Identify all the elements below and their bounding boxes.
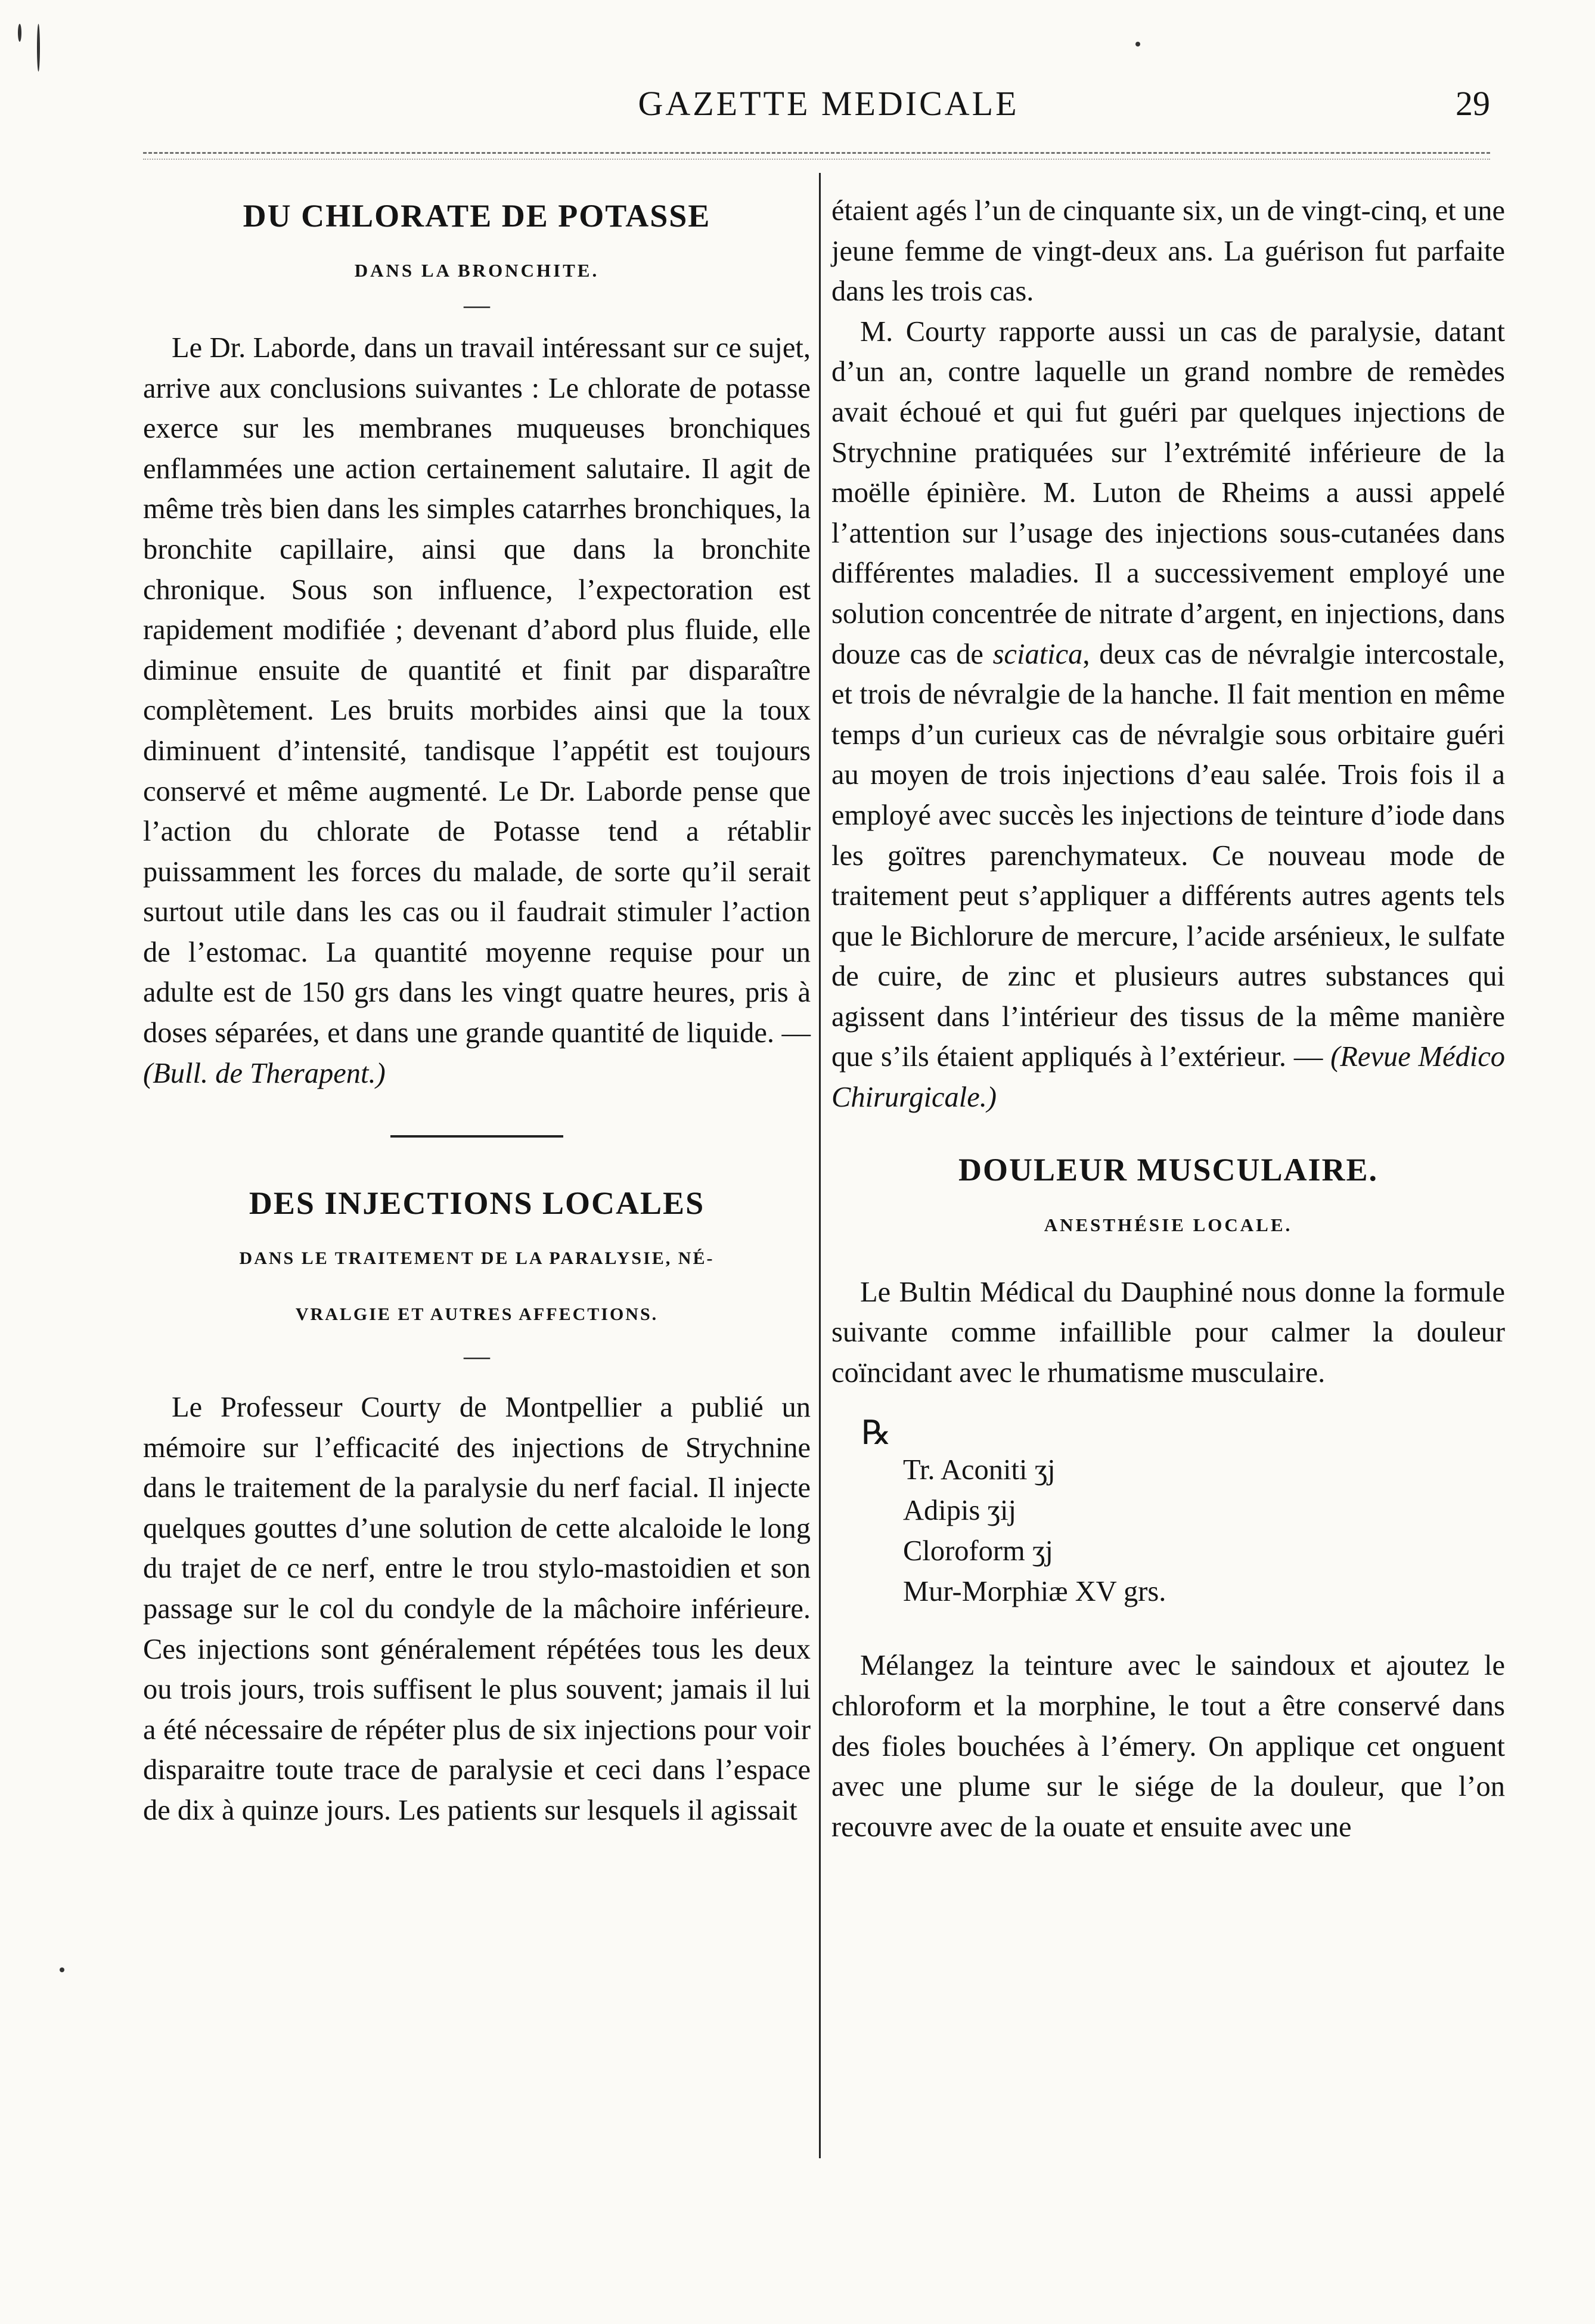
article-subtitle: ANESTHÉSIE LOCALE. [1044, 1214, 1293, 1236]
article-title: DES INJECTIONS LOCALES [249, 1185, 705, 1222]
scan-mark [18, 24, 21, 42]
scan-mark [37, 24, 40, 72]
prescription-line: Cloroform ʒj [903, 1535, 1053, 1567]
article-title: DU CHLORATE DE POTASSE [243, 198, 711, 234]
article-subtitle-line2: VRALGIE ET AUTRES AFFECTIONS. [295, 1304, 659, 1325]
italic-term: sciatica [992, 638, 1083, 670]
article-body: Mélangez la teinture avec le saindoux et ajoutez le chloroform et la morphine, le tout a être conservé dans des fioles bouchées à l’émery. On applique cet onguent avec une plume sur le siége de la douleur, que l’on recouvre avec de la ouate et ensuite avec une [831, 1650, 1505, 1843]
scan-mark [1135, 42, 1140, 47]
header-rule [143, 152, 1490, 154]
article-body-continued: étaient agés l’un de cinquante six, un de vingt-cinq, et une jeune femme de vingt-deux ans. La guérison fut parfaite dans les trois cas. [831, 195, 1505, 308]
article-body: Le Professeur Courty de Montpellier a publié un mémoire sur l’efficacité des injections de Strychnine dans le traitement de la paralysie du nerf facial. Il injecte quelques gouttes d’une solution de cette alcaloide le long du trajet de ce nerf, entre le trou stylo-mastoidien et son passage sur le col du condyle de la mâchoire inférieure. Ces injections sont généralement répétées tous les deux ou trois jours, trois suffisent le plus souvent; jamais il lui a été nécessaire de répéter plus de six injections pour voir disparaitre toute trace de paralysie et ceci dans l’espace de dix à quinze jours. Les patients sur lesquels il agissait [143, 1392, 811, 1826]
separator-dash: — [464, 290, 490, 320]
article-subtitle: DANS LA BRONCHITE. [354, 259, 600, 281]
prescription [831, 1417, 1505, 1612]
right-column [831, 179, 1505, 1847]
article-body [831, 312, 1505, 1118]
header-rule-secondary [143, 159, 1490, 160]
article-body-text: M. Courty rapporte aussi un cas de paralysie, datant d’un an, contre laquelle un grand nombre de remèdes avait échoué et qui fut guéri par quelques injections de Strychnine pratiquées sur l’extrémité inférieure de la moëlle épinière. M. Luton de Rheims a aussi appelé l’attention sur l’usage des injections sous-cutanées dans différentes maladies. Il a successivement employé une solution concentrée de nitrate d’argent, en injections, dans douze cas de [831, 315, 1505, 670]
article-rule [390, 1135, 563, 1138]
prescription-line: Adipis ʒij [903, 1495, 1016, 1527]
article-body: Le Bultin Médical du Dauphiné nous donne la formule suivante comme infaillible pour calmer la douleur coïncidant avec le rhumatisme musculaire. [831, 1276, 1505, 1389]
left-column [143, 179, 811, 1831]
article-subtitle-line1: DANS LE TRAITEMENT DE LA PARALYSIE, NÉ- [239, 1248, 715, 1269]
running-title: GAZETTE MEDICALE [638, 84, 1019, 123]
prescription-line: Tr. Aconiti ʒj [903, 1454, 1056, 1486]
prescription-line: Mur-Morphiæ XV grs. [903, 1576, 1166, 1608]
article-injections [143, 1184, 811, 1830]
article-douleur [831, 1151, 1505, 1848]
article-body-text: , deux cas de névralgie intercostale, et trois de névralgie de la hanche. Il fait mention en même temps d’un curieux cas de névralgie sous orbitaire guéri au moyen de trois injections d’eau salée. Trois fois il a employé avec succès les injections de teinture d’iode dans les goïtres parenchymateux. Ce nouveau mode de traitement peut s’appliquer a différents autres agents tels que le Bichlorure de mercure, l’acide arsénieux, le sulfate de cuire, de zinc et plusieurs autres substances qui agissent dans l’intérieur des tissus de la même manière que s’ils étaient appliqués à l’extérieur. — [831, 638, 1506, 1073]
page-header [143, 83, 1514, 137]
separator-dash: — [464, 1341, 490, 1371]
article-citation: (Revue Médico Chirurgicale.) [831, 1041, 1505, 1114]
column-divider [819, 173, 821, 2158]
article-body [143, 328, 811, 1093]
scan-mark [60, 1967, 64, 1972]
page-number: 29 [1456, 84, 1490, 123]
article-chlorate [143, 197, 811, 1093]
article-title: DOULEUR MUSCULAIRE. [958, 1151, 1379, 1188]
recipe-symbol-icon: ℞ [861, 1415, 892, 1452]
article-body-text: Le Dr. Laborde, dans un travail intéressant sur ce sujet, arrive aux conclusions suivantes : Le chlorate de potasse exerce sur les membranes muqueuses bronchiques enflammées une action certainement salutaire. Il agit de même très bien dans les simples catarrhes bronchiques, la bronchite capillaire, ainsi que dans la bronchite chronique. Sous son influence, l’expectoration est rapidement modifiée ; devenant d’abord plus fluide, elle diminue ensuite de quantité et finit par disparaître complètement. Les bruits morbides ainsi que la toux diminuent d’intensité, tandisque l’appétit est toujours conservé et même augmenté. Le Dr. Laborde pense que l’action du chlorate de Potasse tend a rétablir puissamment les forces du malade, de sorte qu’il serait surtout utile dans les cas ou il faudrait stimuler l’action de l’estomac. La quantité moyenne requise pour un adulte est de 150 grs dans les vingt quatre heures, pris à doses séparées, et dans une grande quantité de liquide. — [143, 331, 811, 1049]
article-citation: (Bull. de Therapent.) [143, 1057, 386, 1089]
